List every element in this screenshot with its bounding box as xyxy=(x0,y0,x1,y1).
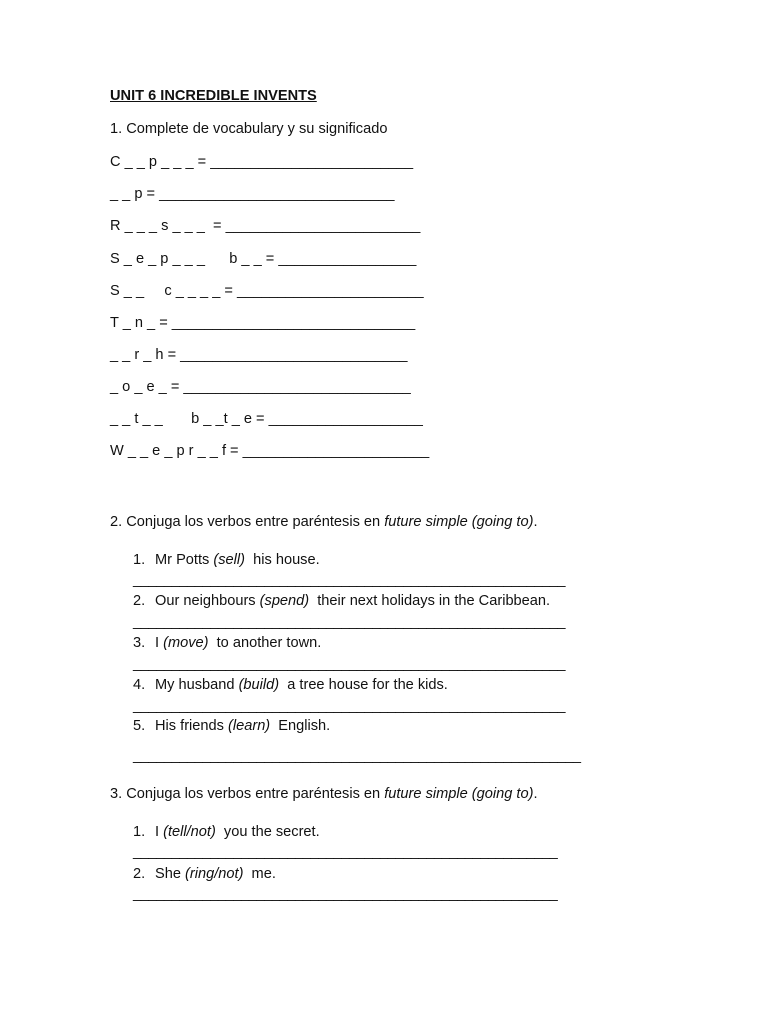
answer-line: _______________________________________________________ xyxy=(133,886,558,902)
vocab-item: T _ n _ = ______________________________ xyxy=(110,315,416,331)
answer-line: ________________________________________________________ xyxy=(133,656,566,672)
page-title: UNIT 6 INCREDIBLE INVENTS xyxy=(110,88,317,104)
verb-hint: (learn) xyxy=(228,718,271,734)
vocab-item: S _ e _ p _ _ _ b _ _ = _________________ xyxy=(110,251,417,267)
section2-heading: 2. Conjuga los verbos entre paréntesis en future simple (going to). xyxy=(110,514,538,530)
exercise-item: 2. She (ring/not) me. xyxy=(133,866,276,882)
verb-hint: (sell) xyxy=(213,552,246,568)
verb-hint: (tell/not) xyxy=(163,824,216,840)
answer-line: ________________________________________________________ xyxy=(133,572,566,588)
vocab-item: _ _ p = _____________________________ xyxy=(110,186,395,202)
answer-line: _______________________________________________________ xyxy=(133,844,558,860)
exercise-item: 3. I (move) to another town. xyxy=(133,635,322,651)
verb-hint: (ring/not) xyxy=(185,866,244,882)
tense-label: future simple (going to) xyxy=(384,786,534,802)
tense-label: future simple (going to) xyxy=(384,514,534,530)
verb-hint: (move) xyxy=(163,635,209,651)
vocab-item: _ _ r _ h = ____________________________ xyxy=(110,347,408,363)
verb-hint: (build) xyxy=(238,677,280,693)
exercise-item: 2. Our neighbours (spend) their next holidays in the Caribbean. xyxy=(133,593,551,609)
answer-line: __________________________________________________________ xyxy=(133,748,581,764)
vocab-item: C _ _ p _ _ _ = _________________________ xyxy=(110,154,414,170)
vocab-item: W _ _ e _ p r _ _ f = _______________________ xyxy=(110,443,430,459)
section3-heading: 3. Conjuga los verbos entre paréntesis en future simple (going to). xyxy=(110,786,538,802)
answer-line: ________________________________________________________ xyxy=(133,698,566,714)
exercise-item: 1. Mr Potts (sell) his house. xyxy=(133,552,320,568)
vocab-item: S _ _ c _ _ _ _ = _______________________ xyxy=(110,283,424,299)
section1-heading: 1. Complete de vocabulary y su significado xyxy=(110,121,388,137)
vocab-item: _ _ t _ _ b _ _t _ e = ___________________ xyxy=(110,411,423,427)
exercise-item: 1. I (tell/not) you the secret. xyxy=(133,824,320,840)
exercise-item: 5. His friends (learn) English. xyxy=(133,718,331,734)
verb-hint: (spend) xyxy=(259,593,310,609)
exercise-item: 4. My husband (build) a tree house for the kids. xyxy=(133,677,448,693)
answer-line: ________________________________________________________ xyxy=(133,614,566,630)
vocab-item: R _ _ _ s _ _ _ = ________________________ xyxy=(110,218,421,234)
vocab-item: _ o _ e _ = ____________________________ xyxy=(110,379,411,395)
